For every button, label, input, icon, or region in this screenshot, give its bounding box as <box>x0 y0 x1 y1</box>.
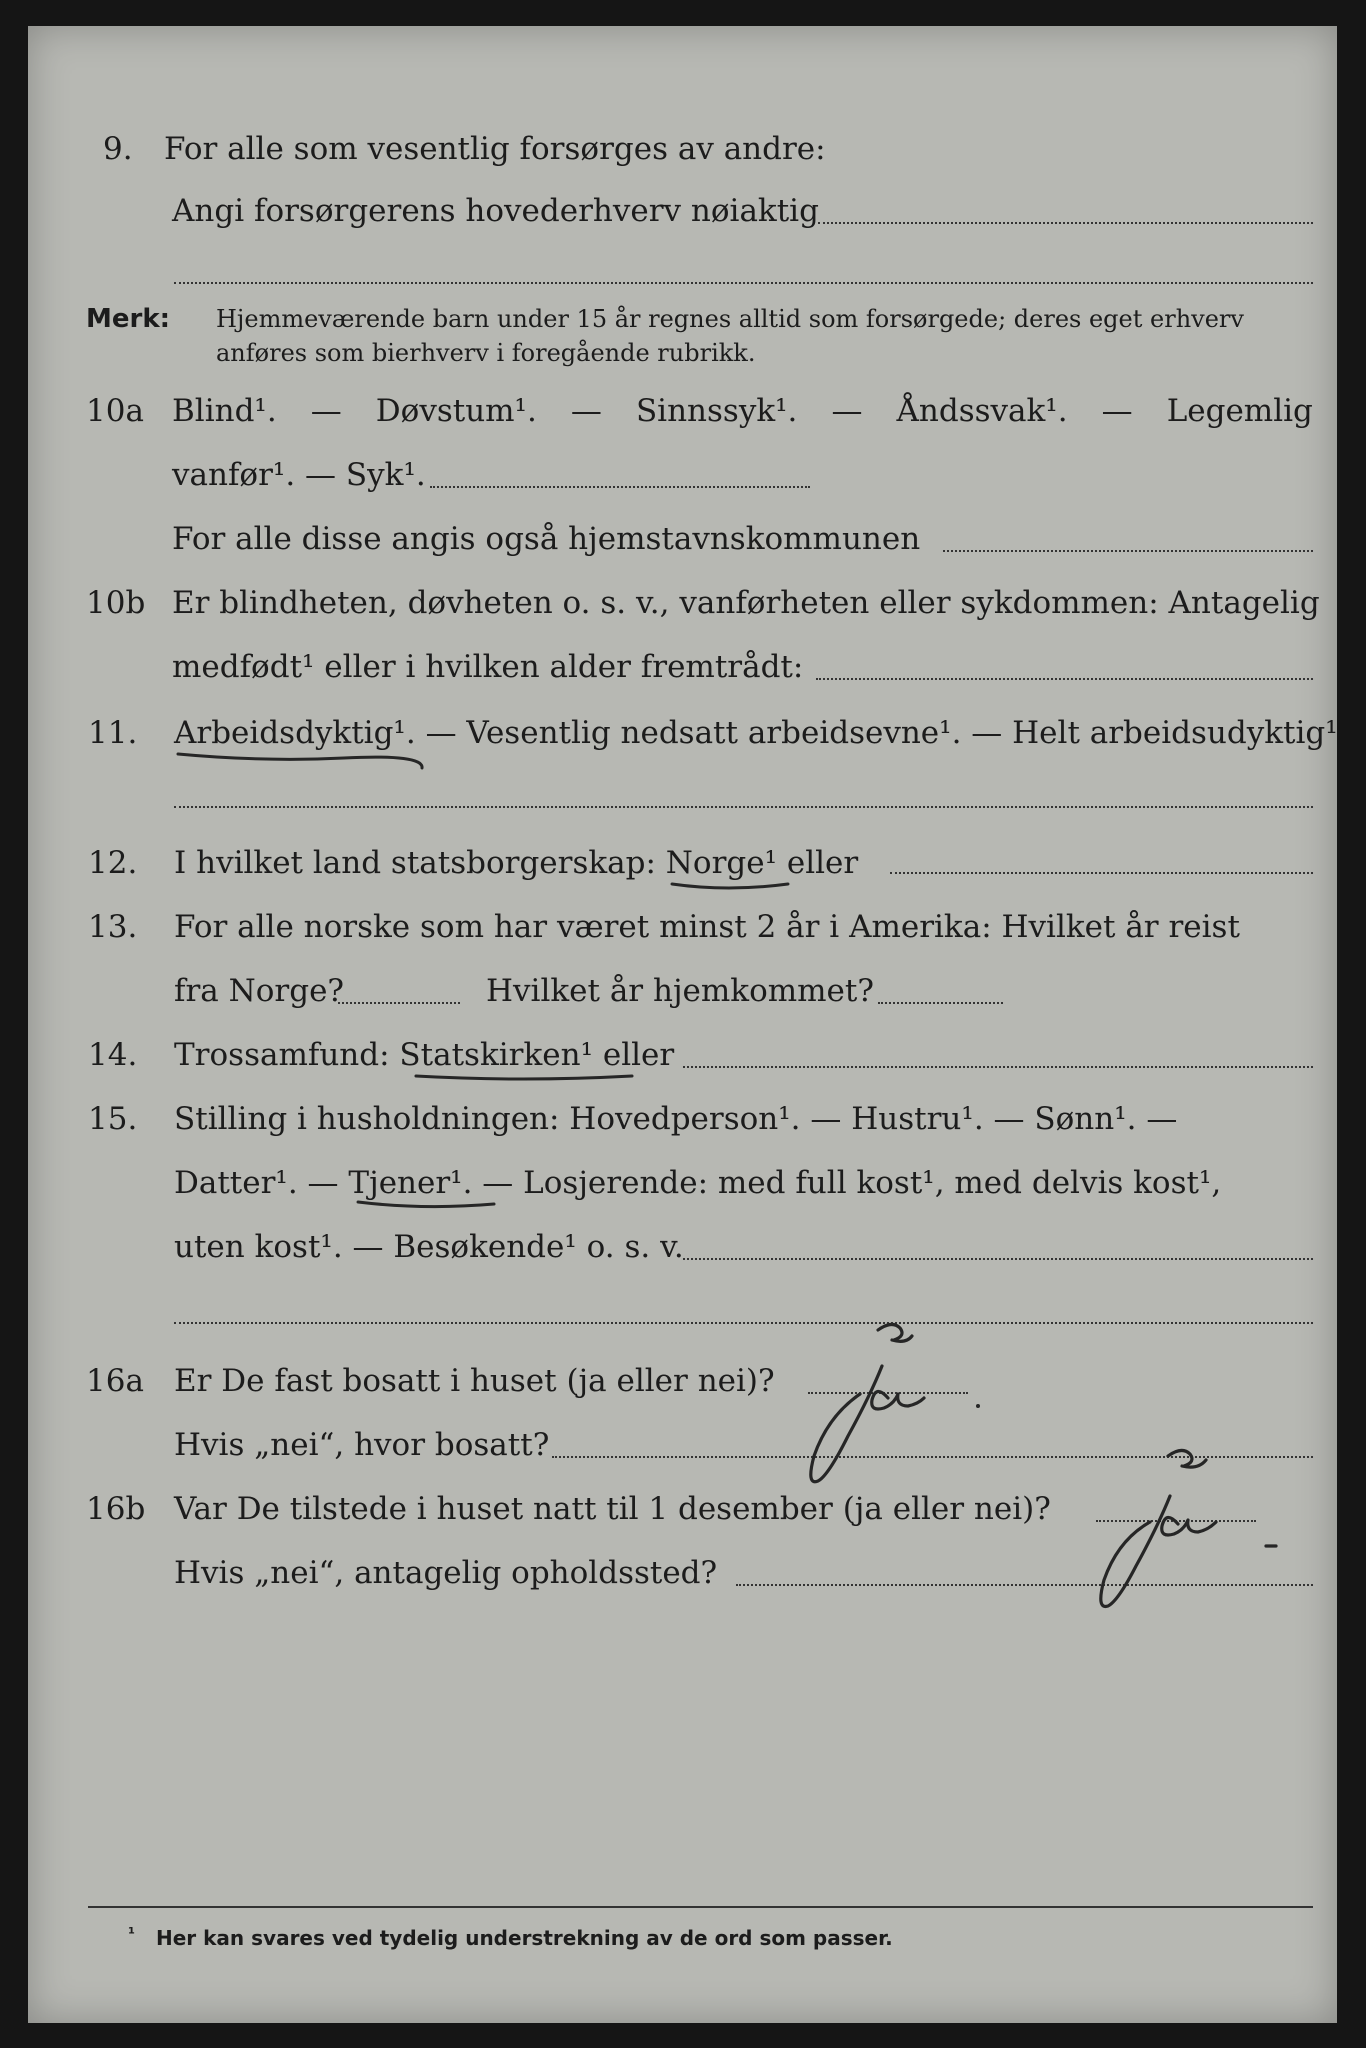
q10a-answer-line[interactable] <box>430 486 810 488</box>
q11-answer-line[interactable] <box>174 806 1313 808</box>
q16a-handwritten-answer <box>788 1306 988 1496</box>
q15-text: Datter¹. — <box>174 1165 349 1201</box>
q15-answer-line-2[interactable] <box>174 1322 1313 1324</box>
census-form-page <box>28 26 1337 2023</box>
q15-line3: uten kost¹. — Besøkende¹ o. s. v. <box>174 1229 684 1265</box>
q10a-line1 <box>172 392 1313 430</box>
q10a-item: Åndssvak¹. <box>896 393 1068 429</box>
q15-underlined-option[interactable]: Tjener¹. <box>348 1165 473 1201</box>
q15-line2 <box>174 1164 1221 1202</box>
q10a-answer-line-2[interactable] <box>943 550 1313 552</box>
q15-text-after: — Losjerende: med full kost¹, med delvis kost¹, <box>472 1165 1222 1201</box>
q13-line1 <box>174 908 1313 946</box>
q10a-line3: For alle disse angis også hjemstavnskommunen <box>172 521 921 557</box>
q12-answer-line[interactable] <box>890 872 1313 874</box>
q10a-item: — <box>1101 393 1133 429</box>
q13-year-returned-line[interactable] <box>878 1002 1003 1004</box>
q10a-number: 10a <box>86 393 144 429</box>
q12-number: 12. <box>88 845 138 881</box>
q10a-item: — <box>570 393 602 429</box>
q9-number: 9. <box>103 131 133 167</box>
q14-text: Trossamfund: <box>174 1037 400 1073</box>
q11-line <box>174 714 1338 752</box>
merk-line2: anføres som bierhverv i foregående rubrikk. <box>216 339 756 367</box>
q12-text: I hvilket land statsborgerskap: <box>174 845 666 881</box>
q13-line1-text: For alle norske som har været minst 2 år i Amerika: Hvilket år reist <box>174 909 1240 945</box>
q10b-number: 10b <box>86 585 146 621</box>
q14-number: 14. <box>88 1037 138 1073</box>
q11-underlined-option[interactable]: Arbeidsdyktig¹ <box>174 715 406 751</box>
q16b-answer-line-2[interactable] <box>736 1584 1313 1586</box>
q10a-item: Døvstum¹. <box>375 393 537 429</box>
q16b-line2: Hvis „nei“, antagelig opholdssted? <box>174 1555 718 1591</box>
q16a-answer-line[interactable] <box>808 1392 968 1394</box>
q12-line <box>174 844 858 882</box>
q10a-line2: vanfør¹. — Syk¹. <box>172 457 426 493</box>
q10a-item: — <box>310 393 342 429</box>
q16b-line1: Var De tilstede i huset natt til 1 desember (ja eller nei)? <box>174 1491 1051 1527</box>
q10b-line1: Er blindheten, døvheten o. s. v., vanførheten eller sykdommen: Antagelig <box>172 585 1320 621</box>
q13-line2b: Hvilket år hjemkommet? <box>486 973 874 1009</box>
footnote-rule <box>88 1906 1313 1908</box>
q10a-item: — <box>831 393 863 429</box>
q14-underlined-option[interactable]: Statskirken¹ <box>399 1037 593 1073</box>
q13-number: 13. <box>88 909 138 945</box>
q10b-line2: medfødt¹ eller i hvilken alder fremtrådt: <box>172 649 804 685</box>
q15-answer-line[interactable] <box>683 1258 1313 1260</box>
q10b-answer-line[interactable] <box>816 678 1313 680</box>
q12-text-after: eller <box>777 845 859 881</box>
q11-rest: . — Vesentlig nedsatt arbeidsevne¹. — Helt arbeidsudyktig¹ <box>405 715 1338 751</box>
q16a-line1: Er De fast bosatt i huset (ja eller nei)? <box>174 1363 775 1399</box>
q13-line2a: fra Norge? <box>174 973 345 1009</box>
q10a-item: Blind¹. <box>172 393 277 429</box>
q15-line1: Stilling i husholdningen: Hovedperson¹. — Hustru¹. — Sønn¹. — <box>174 1101 1178 1137</box>
footnote-mark: ¹ <box>128 1924 136 1943</box>
q9-answer-line-2[interactable] <box>174 282 1313 284</box>
q9-line1: For alle som vesentlig forsørges av andre: <box>164 131 826 167</box>
q14-line <box>174 1036 674 1074</box>
q16a-answer-line-2[interactable] <box>552 1456 1313 1458</box>
q15-number: 15. <box>88 1101 138 1137</box>
q14-text-after: eller <box>593 1037 675 1073</box>
q10a-item: Sinnssyk¹. <box>635 393 798 429</box>
footnote-text: Her kan svares ved tydelig understrekning av de ord som passer. <box>156 1926 893 1950</box>
q13-year-left-line[interactable] <box>338 1002 460 1004</box>
q11-number: 11. <box>88 715 138 751</box>
merk-label: Merk: <box>86 304 171 334</box>
q9-answer-line[interactable] <box>818 222 1313 224</box>
q16b-answer-line[interactable] <box>1096 1520 1256 1522</box>
q16b-number: 16b <box>86 1491 146 1527</box>
q16a-number: 16a <box>86 1363 144 1399</box>
q9-line2: Angi forsørgerens hovederhverv nøiaktig <box>172 193 819 229</box>
q12-underlined-option[interactable]: Norge¹ <box>665 845 778 881</box>
q10a-item: Legemlig <box>1166 393 1313 429</box>
q14-answer-line[interactable] <box>683 1066 1313 1068</box>
merk-line1: Hjemmeværende barn under 15 år regnes alltid som forsørgede; deres eget erhverv <box>216 305 1244 333</box>
q16a-line2: Hvis „nei“, hvor bosatt? <box>174 1427 550 1463</box>
